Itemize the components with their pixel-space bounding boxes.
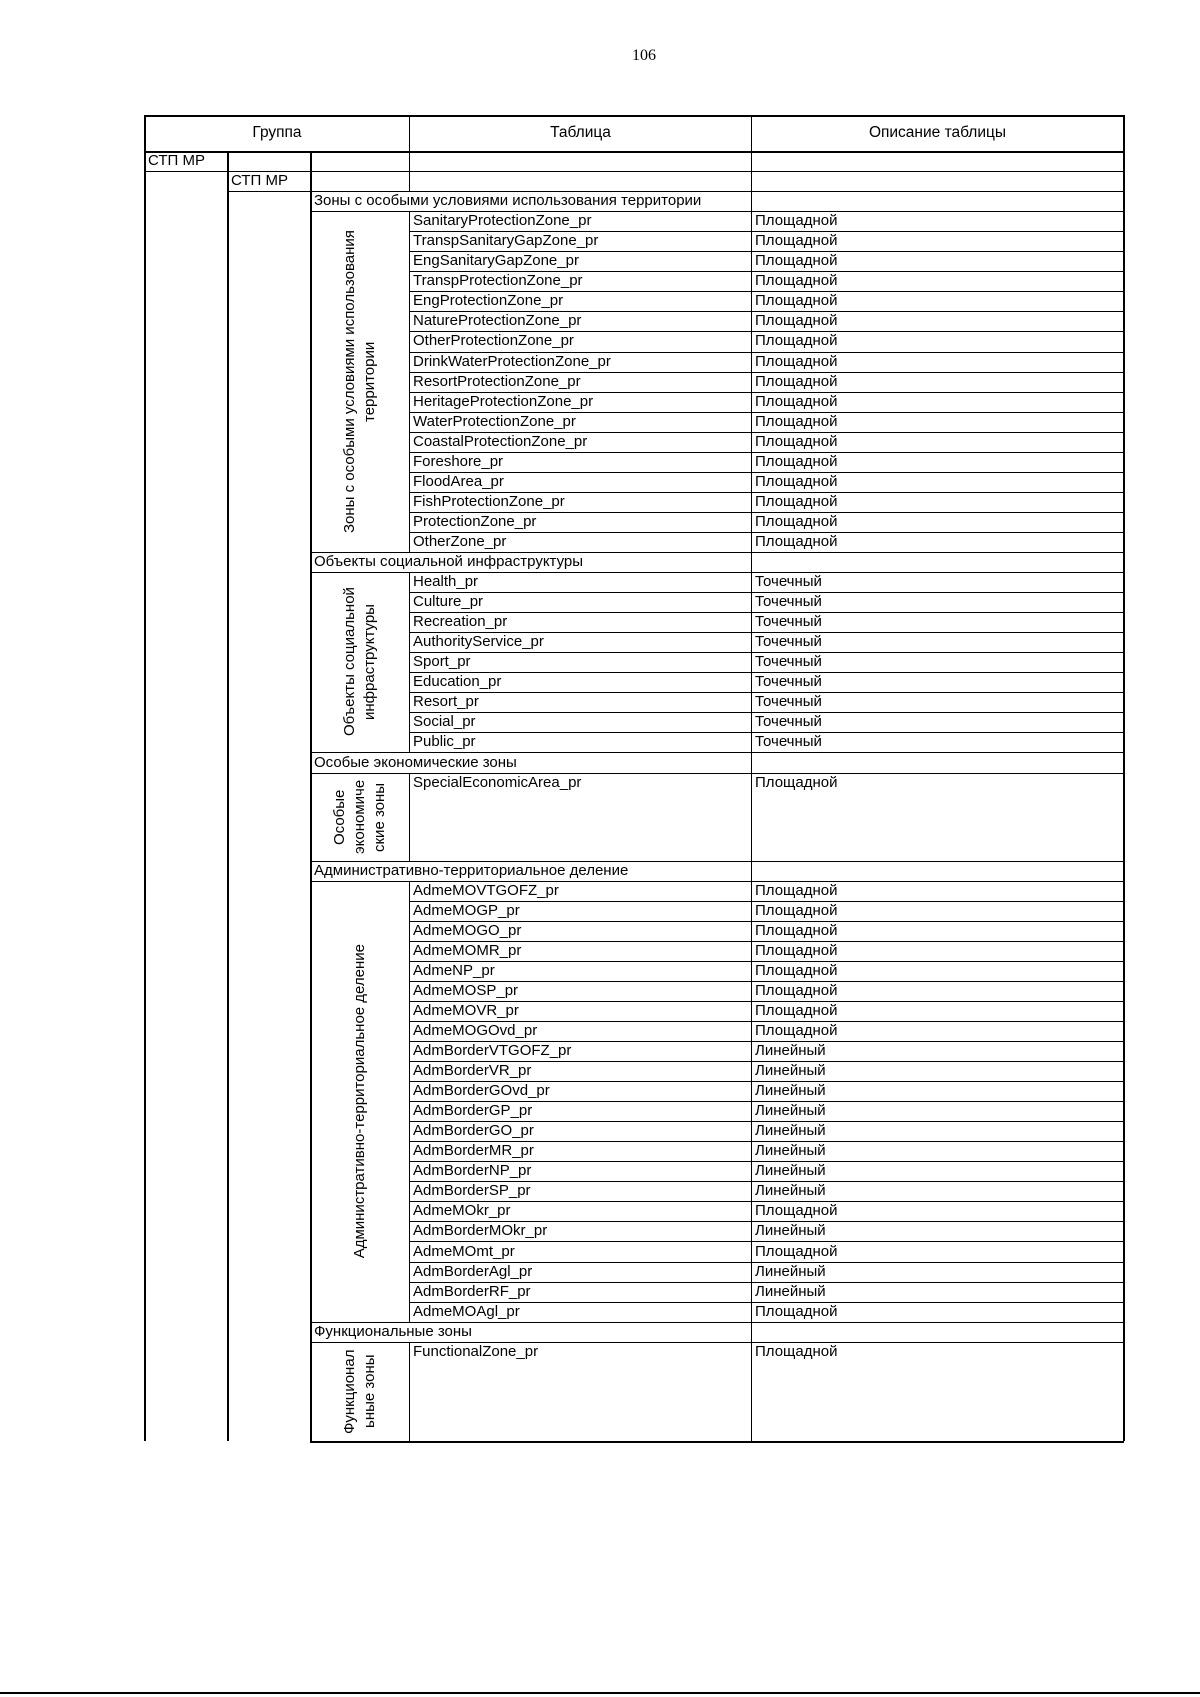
geometry-type-cell: Площадной [755,332,838,350]
geometry-type-cell: Линейный [755,1062,826,1080]
table-name-cell: Health_pr [413,573,479,591]
table-name-cell: ProtectionZone_pr [413,512,537,530]
grid-vline [409,1342,410,1441]
table-name-cell: AdmBorderGP_pr [413,1102,533,1120]
table-name-cell: AdmBorderAgl_pr [413,1262,533,1280]
geometry-type-cell: Точечный [755,653,822,671]
table-name-cell: FishProtectionZone_pr [413,492,565,510]
geometry-type-cell: Площадной [755,452,838,470]
geometry-type-cell: Площадной [755,232,838,250]
table-name-cell: NatureProtectionZone_pr [413,312,582,330]
table-name-cell: DrinkWaterProtectionZone_pr [413,352,611,370]
grid-vline [310,151,312,1441]
table-name-cell: AdmBorderGOvd_pr [413,1082,550,1100]
geometry-type-cell: Площадной [755,941,838,959]
table-name-cell: Culture_pr [413,593,484,611]
table-name-cell: AdmBorderVTGOFZ_pr [413,1042,572,1059]
table-name-cell: AdmeMOGP_pr [413,901,520,919]
grid-vline [409,881,410,1322]
table-name-cell: AdmeMOMR_pr [413,941,522,959]
geometry-type-cell: Площадной [755,961,838,979]
table-name-cell: Sport_pr [413,653,471,671]
table-name-cell: TranspProtectionZone_pr [413,272,583,290]
section-title: Зоны с особыми условиями использования территории [314,192,702,210]
geometry-type-cell: Линейный [755,1262,826,1280]
geometry-type-cell: Точечный [755,633,822,651]
table-name-cell: CoastalProtectionZone_pr [413,432,588,450]
grid-vline [409,773,410,861]
section-title: Административно-территориальное деление [314,861,629,879]
table-name-cell: AdmeMOGO_pr [413,921,522,939]
grid-hline [310,1441,1124,1443]
geometry-type-cell: Площадной [755,512,838,530]
table-name-cell: AdmBorderNP_pr [413,1162,532,1180]
geometry-type-cell: Площадной [755,881,838,899]
table-name-cell: Foreshore_pr [413,452,504,470]
geometry-type-cell: Площадной [755,292,838,310]
table-name-cell: AdmeMOkr_pr [413,1202,511,1220]
section-vertical-label [311,882,409,1321]
section-vertical-label-text: Функционал ьные зоны [341,1349,378,1434]
group-level1-label: СТП МР [148,152,205,169]
geometry-type-cell: Точечный [755,673,822,691]
geometry-type-cell: Площадной [755,272,838,290]
section-vertical-label [311,573,409,751]
table-name-cell: AdmBorderSP_pr [413,1182,531,1200]
table-name-cell: SpecialEconomicArea_pr [413,773,582,791]
geometry-type-cell: Точечный [755,593,822,611]
table-name-cell: AdmeMOVTGOFZ_pr [413,881,559,899]
table-name-cell: WaterProtectionZone_pr [413,412,576,430]
table-name-cell: AdmBorderVR_pr [413,1062,532,1080]
geometry-type-cell: Площадной [755,252,838,270]
table-name-cell: FunctionalZone_pr [413,1342,539,1360]
section-vertical-label [311,1343,409,1440]
geometry-type-cell: Площадной [755,472,838,490]
geometry-type-cell: Площадной [755,412,838,430]
geometry-type-cell: Линейный [755,1222,826,1240]
geometry-type-cell: Площадной [755,1242,838,1260]
header-table: Таблица [550,124,611,141]
grid-hline [144,151,1124,153]
table-name-cell: AdmeMOSP_pr [413,981,519,999]
geometry-type-cell: Площадной [755,372,838,390]
section-title: Объекты социальной инфраструктуры [314,553,584,570]
table-name-cell: Education_pr [413,673,502,691]
geometry-type-cell: Площадной [755,773,838,791]
section-title: Функциональные зоны [314,1322,472,1340]
geometry-type-cell: Площадной [755,901,838,919]
grid-vline [409,211,410,552]
geometry-type-cell: Площадной [755,1021,838,1039]
geometry-type-cell: Площадной [755,981,838,999]
table-name-cell: AdmeMOGOvd_pr [413,1021,538,1039]
grid-vline [751,115,752,1441]
geometry-type-cell: Линейный [755,1042,826,1059]
table-name-cell: FloodArea_pr [413,472,504,490]
geometry-type-cell: Точечный [755,693,822,711]
section-vertical-label-text: Особые экономиче ские зоны [331,779,388,855]
table-name-cell: AdmeMOmt_pr [413,1242,515,1260]
geometry-type-cell: Линейный [755,1082,826,1100]
geometry-type-cell: Линейный [755,1162,826,1180]
table-name-cell: AdmeMOAgl_pr [413,1302,520,1320]
table-name-cell: OtherProtectionZone_pr [413,332,574,350]
table-name-cell: EngSanitaryGapZone_pr [413,252,579,270]
geometry-type-cell: Площадной [755,1001,838,1019]
geometry-type-cell: Площадной [755,1302,838,1320]
geometry-type-cell: Точечный [755,733,822,751]
section-vertical-label-text: Зоны с особыми условиями использования территории [341,230,378,533]
grid-vline [227,151,229,1441]
table-name-cell: AdmeMOVR_pr [413,1001,519,1019]
section-title: Особые экономические зоны [314,753,517,771]
table-name-cell: OtherZone_pr [413,532,507,550]
table-name-cell: AuthorityService_pr [413,633,544,651]
table-name-cell: Recreation_pr [413,613,508,631]
table-name-cell: AdmeNP_pr [413,961,495,979]
section-vertical-label [311,774,409,860]
grid-hline [144,115,1124,117]
header-group: Группа [252,124,302,141]
section-vertical-label-text: Административно-территориальное деление [351,944,368,1259]
table-name-cell: EngProtectionZone_pr [413,292,564,310]
page-bottom-rule [0,1692,1200,1694]
header-description: Описание таблицы [868,124,1007,141]
grid-vline [409,115,410,191]
table-name-cell: AdmBorderMOkr_pr [413,1222,548,1240]
geometry-type-cell: Площадной [755,1342,838,1360]
geometry-type-cell: Площадной [755,352,838,370]
table-name-cell: Social_pr [413,713,476,731]
geometry-type-cell: Линейный [755,1182,826,1200]
section-vertical-label [311,212,409,551]
geometry-type-cell: Площадной [755,532,838,550]
table-name-cell: SanitaryProtectionZone_pr [413,212,592,230]
geometry-type-cell: Линейный [755,1122,826,1140]
geometry-type-cell: Точечный [755,713,822,731]
geometry-type-cell: Линейный [755,1102,826,1120]
geometry-type-cell: Площадной [755,212,838,230]
table-name-cell: AdmBorderGO_pr [413,1122,534,1140]
table-name-cell: Resort_pr [413,693,479,711]
geometry-type-cell: Площадной [755,492,838,510]
geometry-type-cell: Линейный [755,1282,826,1300]
geometry-type-cell: Точечный [755,573,822,591]
table-name-cell: HeritageProtectionZone_pr [413,392,594,410]
grid-vline [144,115,146,1441]
table-name-cell: Public_pr [413,733,476,751]
page-number: 106 [632,47,656,64]
table-name-cell: ResortProtectionZone_pr [413,372,581,390]
grid-vline [409,572,410,752]
geometry-type-cell: Точечный [755,613,822,631]
table-name-cell: AdmBorderMR_pr [413,1142,534,1160]
geometry-type-cell: Площадной [755,1202,838,1220]
section-vertical-label-text: Объекты социальной инфраструктуры [341,587,378,737]
geometry-type-cell: Площадной [755,921,838,939]
group-level2-label: СТП МР [231,172,288,190]
geometry-type-cell: Линейный [755,1142,826,1160]
geometry-type-cell: Площадной [755,432,838,450]
geometry-type-cell: Площадной [755,312,838,330]
table-name-cell: TranspSanitaryGapZone_pr [413,232,599,250]
geometry-type-cell: Площадной [755,392,838,410]
table-name-cell: AdmBorderRF_pr [413,1282,531,1300]
grid-vline [1123,115,1125,1441]
